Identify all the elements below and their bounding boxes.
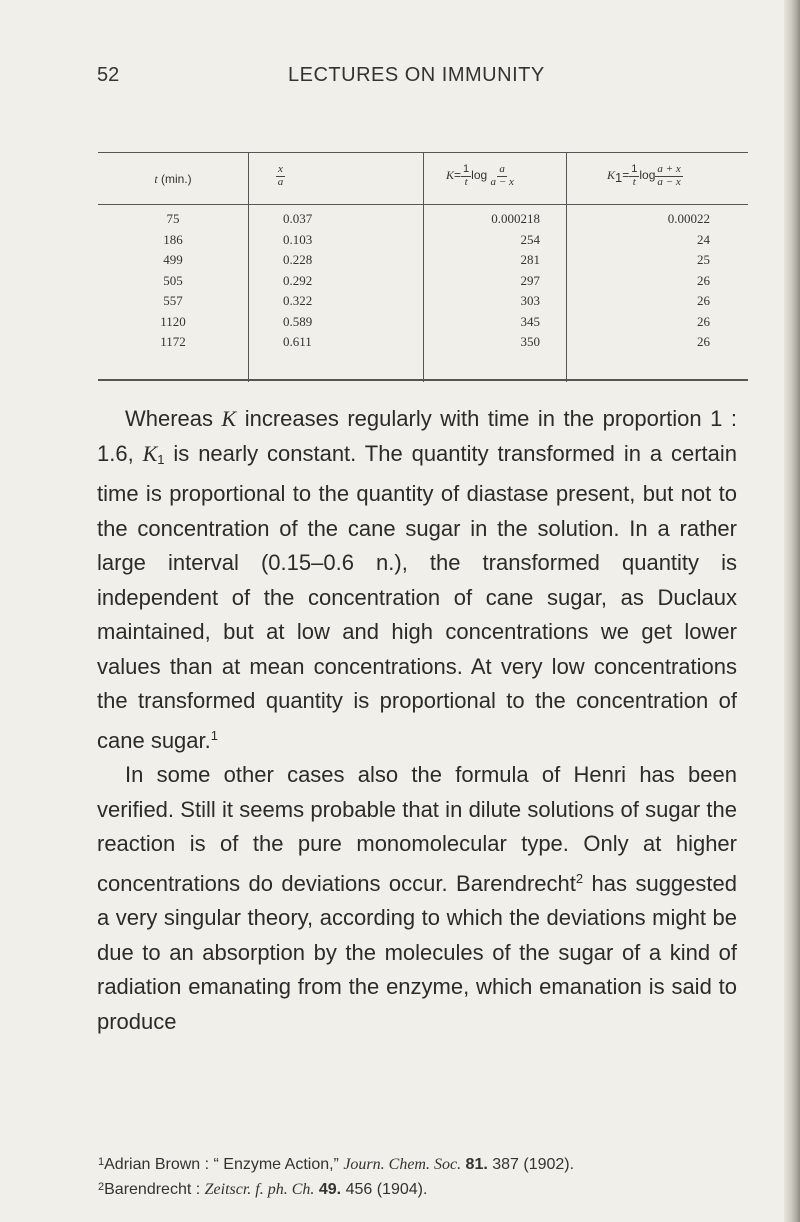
footnote: $^2$Barendrecht : Zeitscr. f. ph. Ch. 49. 456 (1904). — [98, 1181, 428, 1198]
table-cell: 26 — [697, 313, 710, 329]
table-cell: 499 — [163, 252, 183, 267]
paragraph: In some other cases also the formula of Henri has been verified. Still it seems probable that in dilute solutions of sugar the reaction is of the pure monomolecular type. Only at higher concentrations do deviations occur. Barendrecht$^2$ has suggested a very singular theory, according to which the deviations might be due to an absorption by the molecules of the sugar of a kind of radiation emanating from the enzyme, which emanation is said to produce — [97, 762, 737, 1034]
table-cell: 254 — [520, 231, 540, 247]
table-cell: 186 — [163, 231, 183, 247]
footnote: $^1$Adrian Brown : “ Enzyme Action,” Journ. Chem. Soc. 81. 387 (1902). — [98, 1156, 575, 1173]
footnotes — [98, 1151, 738, 1201]
table-cell: 0.322 — [283, 293, 313, 308]
header-k-formula: K= $\frac{1}{t}$ log $\frac{a}{a - x}$ — [446, 163, 514, 188]
column-time-values — [98, 209, 248, 353]
table-cell: 0.228 — [283, 252, 313, 267]
table-cell: 0.589 — [283, 313, 313, 329]
body-text — [97, 402, 737, 1039]
table-cell: 505 — [163, 272, 183, 288]
page-number: 52 — [97, 64, 120, 86]
column-k1-values — [614, 209, 710, 353]
table-cell: 345 — [520, 313, 540, 329]
footnote-ref[interactable]: 1 — [210, 727, 218, 743]
data-table — [98, 152, 748, 382]
table-column-rule — [423, 152, 424, 382]
table-cell: 0.611 — [283, 334, 312, 349]
header-fraction: $\frac{x}{a}$ — [277, 163, 284, 188]
table-cell: 0.103 — [283, 231, 313, 247]
table-cell: 350 — [520, 334, 540, 349]
table-cell: 24 — [697, 231, 710, 247]
table-cell: 1120 — [160, 313, 186, 329]
table-cell: 75 — [166, 211, 180, 226]
column-k-values — [444, 209, 540, 353]
page-edge-shadow — [784, 0, 800, 1222]
table-cell: 0.292 — [283, 272, 313, 288]
column-fraction-values — [283, 209, 312, 353]
table-cell: 26 — [697, 334, 710, 349]
table-column-rule — [248, 152, 249, 382]
table-column-rule — [566, 152, 567, 382]
table-cell: 26 — [697, 293, 710, 308]
table-cell: 0.00022 — [667, 211, 710, 226]
table-cell: 0.037 — [283, 211, 313, 226]
table-cell: 1172 — [160, 334, 186, 349]
table-cell: 0.000218 — [491, 211, 540, 226]
table-cell: 303 — [520, 293, 540, 308]
table-cell: 25 — [697, 252, 710, 267]
footnote-ref[interactable]: 2 — [575, 870, 584, 886]
table-cell: 281 — [520, 252, 540, 267]
header-time: t (min.) — [154, 172, 192, 186]
table-cell: 297 — [520, 272, 540, 288]
paragraph: Whereas K increases regularly with time in the proportion 1 : 1.6, $K_1$ is nearly constant. The quantity transformed in a certain time is proportional to the quantity of diastase present, but not to the concentration of the cane sugar in the solution. In a rather large interval (0.15–0.6 n.), the transformed quantity is independent of the concentration of cane sugar, as Duclaux maintained, but at low and high concentrations we get lower values than at mean concentrations. At very low concentrations the transformed quantity is proportional to the concentration of cane sugar.$^1$ — [97, 406, 737, 753]
running-title: LECTURES ON IMMUNITY — [288, 64, 545, 86]
table-cell: 26 — [697, 272, 710, 288]
header-k1-formula: K1= $\frac{1}{t}$ log $\frac{a + x}{a - x}$ — [607, 163, 681, 188]
table-cell: 557 — [163, 293, 183, 308]
